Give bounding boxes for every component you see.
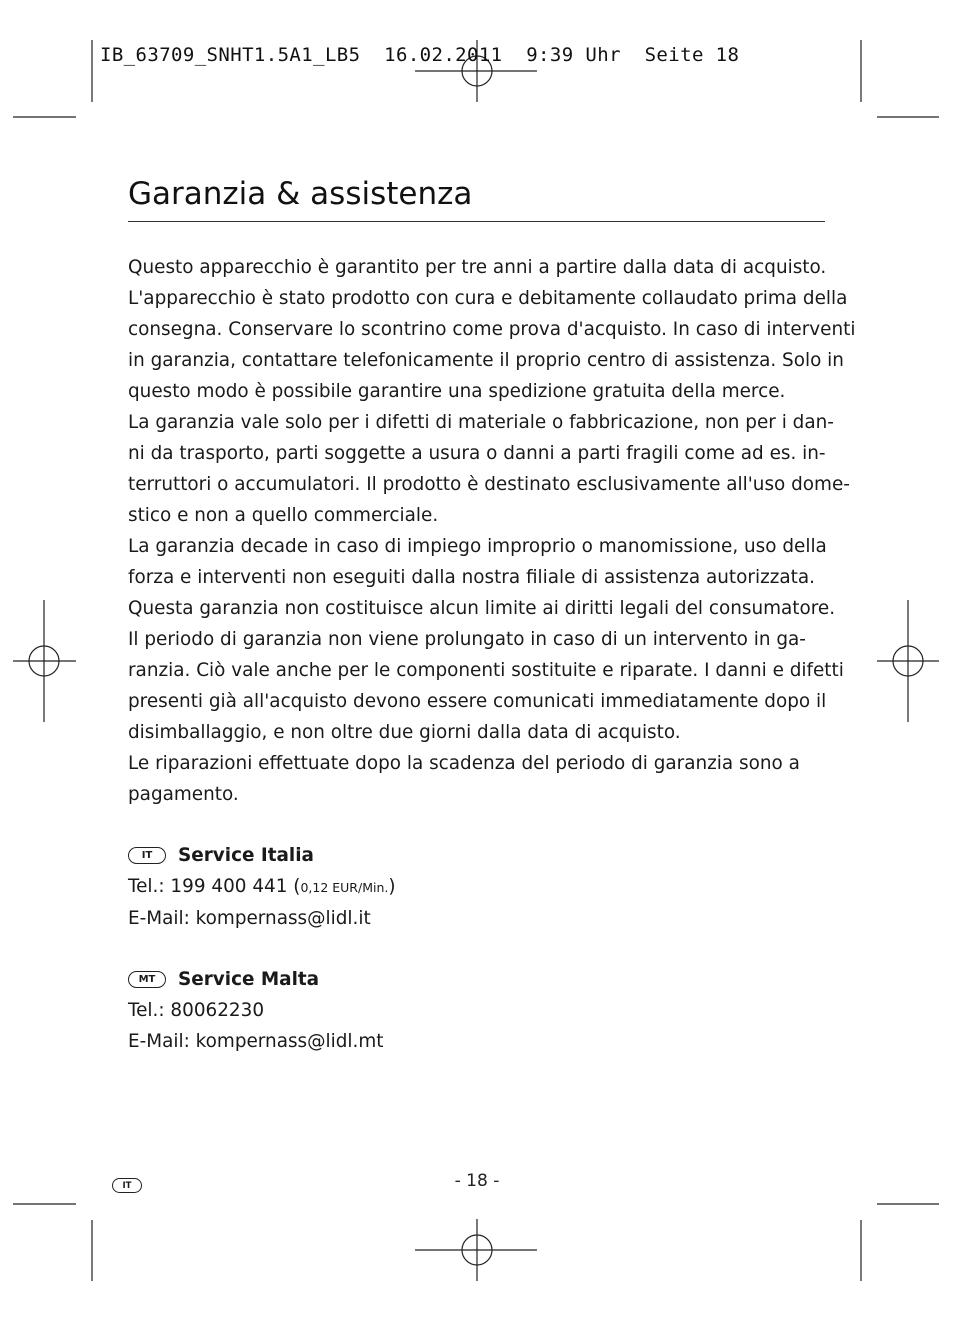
footer-country-badge: IT: [112, 1178, 142, 1193]
title-divider: [128, 221, 825, 222]
body-line: La garanzia decade in caso di impiego improprio o manomissione, uso della: [128, 536, 827, 557]
page-title: Garanzia & assistenza: [128, 176, 473, 212]
body-line: pagamento.: [128, 784, 239, 805]
body-line: Questa garanzia non costituisce alcun limite ai diritti legali del consumatore.: [128, 598, 836, 619]
body-line: in garanzia, contattare telefonicamente il proprio centro di assistenza. Solo in: [128, 350, 844, 371]
country-badge-it: IT: [128, 847, 166, 864]
service-phone: Tel.: 199 400 441 (0,12 EUR/Min.): [128, 876, 396, 897]
body-line: consegna. Conservare lo scontrino come prova d'acquisto. In caso di interventi: [128, 319, 856, 340]
body-line: ni da trasporto, parti soggette a usura o danni a parti fragili come ad es. in-: [128, 443, 826, 464]
service-email: E-Mail: kompernass@lidl.it: [128, 908, 371, 929]
body-line: L'apparecchio è stato prodotto con cura e debitamente collaudato prima della: [128, 288, 848, 309]
body-line: disimballaggio, e non oltre due giorni dalla data di acquisto.: [128, 722, 681, 743]
phone-rate: 0,12 EUR/Min.: [300, 880, 389, 895]
page-number: - 18 -: [454, 1171, 500, 1191]
service-name: Service Malta: [178, 969, 320, 990]
body-line: La garanzia vale solo per i difetti di materiale o fabbricazione, non per i dan-: [128, 412, 834, 433]
body-line: forza e interventi non eseguiti dalla nostra filiale di assistenza autorizzata.: [128, 567, 815, 588]
service-malta: [128, 964, 628, 1057]
service-italia: [128, 840, 628, 934]
body-line: stico e non a quello commerciale.: [128, 505, 439, 526]
body-line: ranzia. Ciò vale anche per le componenti sostituite e riparate. I danni e difetti: [128, 660, 844, 681]
service-phone: Tel.: 80062230: [128, 1000, 265, 1021]
body-line: terruttori o accumulatori. Il prodotto è destinato esclusivamente all'uso dome-: [128, 474, 850, 495]
service-email: E-Mail: kompernass@lidl.mt: [128, 1031, 384, 1052]
body-line: presenti già all'acquisto devono essere comunicati immediatamente dopo il: [128, 691, 827, 712]
warranty-body: [128, 252, 856, 810]
body-line: questo modo è possibile garantire una spedizione gratuita della merce.: [128, 381, 786, 402]
print-header: IB_63709_SNHT1.5A1_LB5 16.02.2011 9:39 Uhr Seite 18: [100, 44, 740, 66]
service-name: Service Italia: [178, 845, 314, 866]
body-line: Il periodo di garanzia non viene prolungato in caso di un intervento in ga-: [128, 629, 806, 650]
body-line: Le riparazioni effettuate dopo la scadenza del periodo di garanzia sono a: [128, 753, 800, 774]
country-badge-mt: MT: [128, 971, 166, 988]
body-line: Questo apparecchio è garantito per tre anni a partire dalla data di acquisto.: [128, 257, 827, 278]
